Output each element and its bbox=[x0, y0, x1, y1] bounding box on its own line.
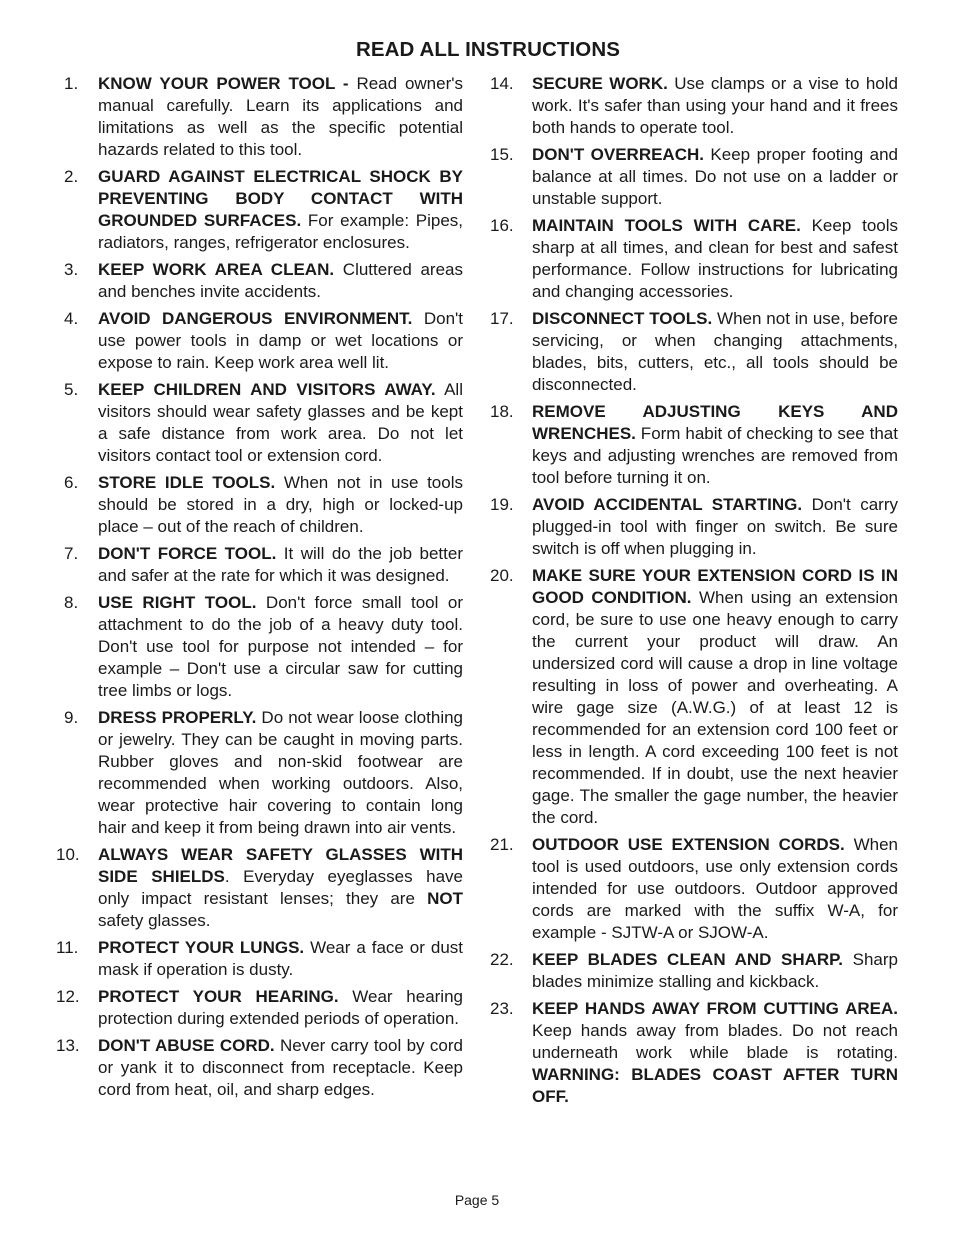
item-number: 2. bbox=[64, 167, 79, 186]
item-body: Use clamps or a vise to hold work. It's safer than using your hand and it frees both hands to operate tool. bbox=[532, 74, 898, 137]
instruction-item bbox=[490, 215, 898, 303]
item-heading: KEEP CHILDREN AND VISITORS AWAY. bbox=[98, 380, 436, 399]
left-column bbox=[56, 73, 463, 1106]
instruction-item bbox=[490, 73, 898, 139]
item-number: 12. bbox=[56, 987, 80, 1006]
item-text bbox=[98, 1035, 463, 1101]
item-heading: MAKE SURE YOUR EXTENSION CORD IS IN GOOD CONDITION. bbox=[532, 566, 898, 607]
item-heading: PROTECT YOUR HEARING. bbox=[98, 987, 339, 1006]
item-number: 10. bbox=[56, 845, 80, 864]
item-text bbox=[532, 949, 898, 993]
item-heading: DON'T ABUSE CORD. bbox=[98, 1036, 275, 1055]
instruction-item bbox=[56, 379, 463, 467]
item-body: Keep hands away from blades. Do not reach underneath work while blade is rotating. bbox=[532, 1021, 898, 1062]
instruction-item bbox=[56, 166, 463, 254]
item-body: Wear a face or dust mask if operation is dusty. bbox=[98, 938, 463, 979]
item-heading: USE RIGHT TOOL. bbox=[98, 593, 257, 612]
item-text bbox=[98, 592, 463, 702]
instruction-item bbox=[56, 1035, 463, 1101]
item-body: Read owner's manual carefully. Learn its applications and limitations as well as the specific potential hazards related to this tool. bbox=[98, 74, 463, 159]
item-heading: SECURE WORK. bbox=[532, 74, 668, 93]
item-heading: STORE IDLE TOOLS. bbox=[98, 473, 276, 492]
item-heading: KEEP WORK AREA CLEAN. bbox=[98, 260, 335, 279]
instruction-item bbox=[490, 565, 898, 829]
item-text bbox=[98, 259, 463, 303]
instruction-item bbox=[56, 73, 463, 161]
item-text bbox=[98, 166, 463, 254]
item-text bbox=[98, 472, 463, 538]
item-number: 23. bbox=[490, 999, 514, 1018]
item-body: Don't carry plugged-in tool with finger on switch. Be sure switch is off when plugging in. bbox=[532, 495, 898, 558]
item-emphasis: NOT bbox=[427, 889, 463, 908]
item-text bbox=[532, 998, 898, 1108]
instruction-item bbox=[56, 259, 463, 303]
item-number: 21. bbox=[490, 835, 514, 854]
item-body-end: safety glasses. bbox=[98, 911, 211, 930]
item-text bbox=[532, 401, 898, 489]
item-text bbox=[532, 215, 898, 303]
item-number: 13. bbox=[56, 1036, 80, 1055]
instruction-item bbox=[56, 592, 463, 702]
instruction-item bbox=[56, 472, 463, 538]
instruction-item bbox=[56, 707, 463, 839]
item-text bbox=[532, 144, 898, 210]
item-text bbox=[532, 308, 898, 396]
item-body: . Everyday eyeglasses have only impact resistant lenses; they are bbox=[98, 867, 463, 908]
item-body: Do not wear loose clothing or jewelry. They can be caught in moving parts. Rubber gloves and non-skid footwear are recommended when working outdoors. Also, wear protective hair covering to contain long hair and keep it from being drawn into air vents. bbox=[98, 708, 464, 837]
item-body: For example: Pipes, radiators, ranges, refrigerator enclosures. bbox=[98, 211, 463, 252]
item-number: 18. bbox=[490, 402, 514, 421]
page-title: READ ALL INSTRUCTIONS bbox=[355, 38, 621, 61]
item-text bbox=[98, 308, 463, 374]
instruction-item bbox=[490, 949, 898, 993]
item-heading: ALWAYS WEAR SAFETY GLASSES WITH SIDE SHIELDS bbox=[98, 845, 463, 886]
warning-text: WARNING: BLADES COAST AFTER TURN OFF. bbox=[532, 1065, 898, 1106]
item-body: Don't force small tool or attachment to do the job of a heavy duty tool. Don't use tool for purpose not intended – for example – Don't use a circular saw for cutting tree limbs or logs. bbox=[98, 593, 463, 700]
item-body: Cluttered areas and benches invite accidents. bbox=[98, 260, 463, 301]
item-body: Don't use power tools in damp or wet locations or expose to rain. Keep work area well lit. bbox=[98, 309, 463, 372]
item-number: 4. bbox=[64, 309, 79, 328]
item-text bbox=[532, 73, 898, 139]
item-heading: KEEP BLADES CLEAN AND SHARP. bbox=[532, 950, 844, 969]
item-body: When not in use, before servicing, or when changing attachments, blades, bits, cutters, etc., all tools should be disconnected. bbox=[532, 309, 898, 394]
instruction-item bbox=[56, 308, 463, 374]
item-body: Keep proper footing and balance at all times. Do not use on a ladder or unstable support. bbox=[532, 145, 898, 208]
item-heading: DRESS PROPERLY. bbox=[98, 708, 257, 727]
item-text bbox=[98, 844, 463, 932]
instruction-item bbox=[490, 998, 898, 1108]
item-heading: AVOID DANGEROUS ENVIRONMENT. bbox=[98, 309, 413, 328]
item-heading: DON'T OVERREACH. bbox=[532, 145, 704, 164]
item-body: Wear hearing protection during extended periods of operation. bbox=[98, 987, 463, 1028]
item-body: When not in use tools should be stored in a dry, high or locked-up place – out of the reach of children. bbox=[98, 473, 463, 536]
item-heading: OUTDOOR USE EXTENSION CORDS. bbox=[532, 835, 845, 854]
instruction-item bbox=[56, 844, 463, 932]
item-text bbox=[98, 937, 463, 981]
item-heading: REMOVE ADJUSTING KEYS AND WRENCHES. bbox=[532, 402, 898, 443]
item-text bbox=[532, 834, 898, 944]
item-number: 16. bbox=[490, 216, 514, 235]
item-body: Sharp blades minimize stalling and kickback. bbox=[532, 950, 898, 991]
item-heading: KEEP HANDS AWAY FROM CUTTING AREA. bbox=[532, 999, 898, 1018]
item-number: 7. bbox=[64, 544, 79, 563]
item-number: 9. bbox=[64, 708, 79, 727]
instruction-item bbox=[490, 401, 898, 489]
instruction-item bbox=[56, 937, 463, 981]
item-body: Form habit of checking to see that keys and adjusting wrenches are removed from tool before turning it on. bbox=[532, 424, 898, 487]
item-text bbox=[98, 986, 463, 1030]
item-text bbox=[98, 379, 463, 467]
item-body: Never carry tool by cord or yank it to disconnect from receptacle. Keep cord from heat, oil, and sharp edges. bbox=[98, 1036, 463, 1099]
instruction-item bbox=[490, 834, 898, 944]
item-text bbox=[98, 707, 463, 839]
item-text bbox=[98, 543, 463, 587]
item-body: When using an extension cord, be sure to use one heavy enough to carry the current your product will draw. An undersized cord will cause a drop in line voltage resulting in loss of power and overheating. A wire gage size (A.W.G.) of at least 12 is recommended for an extension cord 100 feet or less in length. A cord exceeding 100 feet is not recommended. If in doubt, use the next heavier gage. The smaller the gage number, the heavier the cord. bbox=[532, 588, 898, 827]
item-heading: AVOID ACCIDENTAL STARTING. bbox=[532, 495, 803, 514]
item-number: 22. bbox=[490, 950, 514, 969]
item-body: All visitors should wear safety glasses and be kept a safe distance from work area. Do not let visitors contact tool or extension cord. bbox=[98, 380, 463, 465]
item-text bbox=[532, 565, 898, 829]
item-text bbox=[532, 494, 898, 560]
item-number: 20. bbox=[490, 566, 514, 585]
item-heading: GUARD AGAINST ELECTRICAL SHOCK BY PREVENTING BODY CONTACT WITH GROUNDED SURFACES. bbox=[98, 167, 463, 230]
instruction-item bbox=[490, 308, 898, 396]
item-text bbox=[98, 73, 463, 161]
item-heading: DON'T FORCE TOOL. bbox=[98, 544, 277, 563]
item-number: 15. bbox=[490, 145, 514, 164]
instruction-item bbox=[490, 144, 898, 210]
item-number: 6. bbox=[64, 473, 79, 492]
instruction-item bbox=[56, 543, 463, 587]
item-number: 1. bbox=[64, 74, 79, 93]
item-heading: KNOW YOUR POWER TOOL - bbox=[98, 74, 349, 93]
right-column bbox=[490, 73, 898, 1113]
item-number: 5. bbox=[64, 380, 79, 399]
page-number: Page 5 bbox=[454, 1192, 500, 1208]
instruction-item bbox=[490, 494, 898, 560]
item-number: 19. bbox=[490, 495, 514, 514]
item-body: It will do the job better and safer at the rate for which it was designed. bbox=[98, 544, 463, 585]
item-heading: DISCONNECT TOOLS. bbox=[532, 309, 713, 328]
item-body: When tool is used outdoors, use only extension cords intended for use outdoors. Outdoor approved cords are marked with the suffix W-A, for example - SJTW-A or SJOW-A. bbox=[532, 835, 898, 942]
instruction-item bbox=[56, 986, 463, 1030]
item-number: 14. bbox=[490, 74, 514, 93]
item-body: Keep tools sharp at all times, and clean for best and safest performance. Follow instructions for lubricating and changing accessories. bbox=[532, 216, 898, 301]
item-heading: PROTECT YOUR LUNGS. bbox=[98, 938, 305, 957]
item-number: 8. bbox=[64, 593, 79, 612]
item-heading: MAINTAIN TOOLS WITH CARE. bbox=[532, 216, 801, 235]
item-number: 17. bbox=[490, 309, 514, 328]
item-number: 11. bbox=[56, 938, 79, 957]
item-number: 3. bbox=[64, 260, 79, 279]
